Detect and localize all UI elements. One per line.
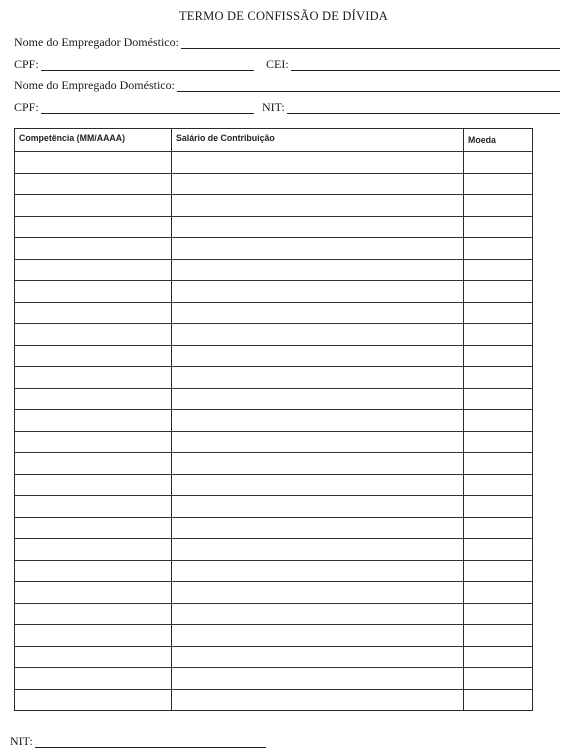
table-row bbox=[15, 495, 532, 496]
column-header-salario: Salário de Contribuição bbox=[176, 133, 275, 143]
employee-name-field bbox=[14, 78, 560, 92]
table-row bbox=[15, 302, 532, 303]
employer-cei-label: CEI: bbox=[266, 57, 289, 71]
table-row bbox=[15, 151, 532, 152]
document-title: TERMO DE CONFISSÃO DE DÍVIDA bbox=[178, 9, 389, 23]
table-row bbox=[15, 452, 532, 453]
table-row bbox=[15, 173, 532, 174]
table-row bbox=[15, 538, 532, 539]
table-row bbox=[15, 345, 532, 346]
employee-name-label: Nome do Empregado Doméstico: bbox=[14, 78, 175, 92]
table-row bbox=[15, 409, 532, 410]
table-row bbox=[15, 624, 532, 625]
table-row bbox=[15, 517, 532, 518]
table-row bbox=[15, 474, 532, 475]
table-row bbox=[15, 194, 532, 195]
table-row bbox=[15, 323, 532, 324]
employee-nit-label: NIT: bbox=[262, 100, 285, 114]
table-row bbox=[15, 646, 532, 647]
table-row bbox=[15, 689, 532, 690]
employee-cpf-blank[interactable] bbox=[41, 102, 254, 114]
employer-cpf-blank[interactable] bbox=[41, 59, 254, 71]
table-row bbox=[15, 216, 532, 217]
table-row bbox=[15, 667, 532, 668]
footer-nit-blank[interactable] bbox=[35, 736, 266, 748]
table-row bbox=[15, 560, 532, 561]
employer-cei-field bbox=[266, 57, 560, 71]
contribution-table bbox=[14, 128, 533, 711]
employee-cpf-field bbox=[14, 100, 254, 114]
column-header-moeda: Moeda bbox=[468, 135, 496, 145]
table-row bbox=[15, 237, 532, 238]
employer-name-field bbox=[14, 35, 560, 49]
employer-cpf-label: CPF: bbox=[14, 57, 39, 71]
footer-nit-label: NIT: bbox=[10, 734, 33, 748]
employer-name-label: Nome do Empregador Doméstico: bbox=[14, 35, 179, 49]
table-row bbox=[15, 603, 532, 604]
column-header-competencia: Competência (MM/AAAA) bbox=[19, 133, 126, 143]
employee-nit-blank[interactable] bbox=[287, 102, 560, 114]
table-row bbox=[15, 431, 532, 432]
employer-cpf-field bbox=[14, 57, 254, 71]
employee-cpf-label: CPF: bbox=[14, 100, 39, 114]
footer-nit-field bbox=[10, 734, 266, 748]
table-row bbox=[15, 366, 532, 367]
table-row bbox=[15, 388, 532, 389]
table-row bbox=[15, 581, 532, 582]
table-row bbox=[15, 280, 532, 281]
employee-name-blank[interactable] bbox=[177, 80, 560, 92]
employer-name-blank[interactable] bbox=[181, 37, 560, 49]
employee-nit-field bbox=[262, 100, 560, 114]
employer-cei-blank[interactable] bbox=[291, 59, 560, 71]
table-row bbox=[15, 259, 532, 260]
